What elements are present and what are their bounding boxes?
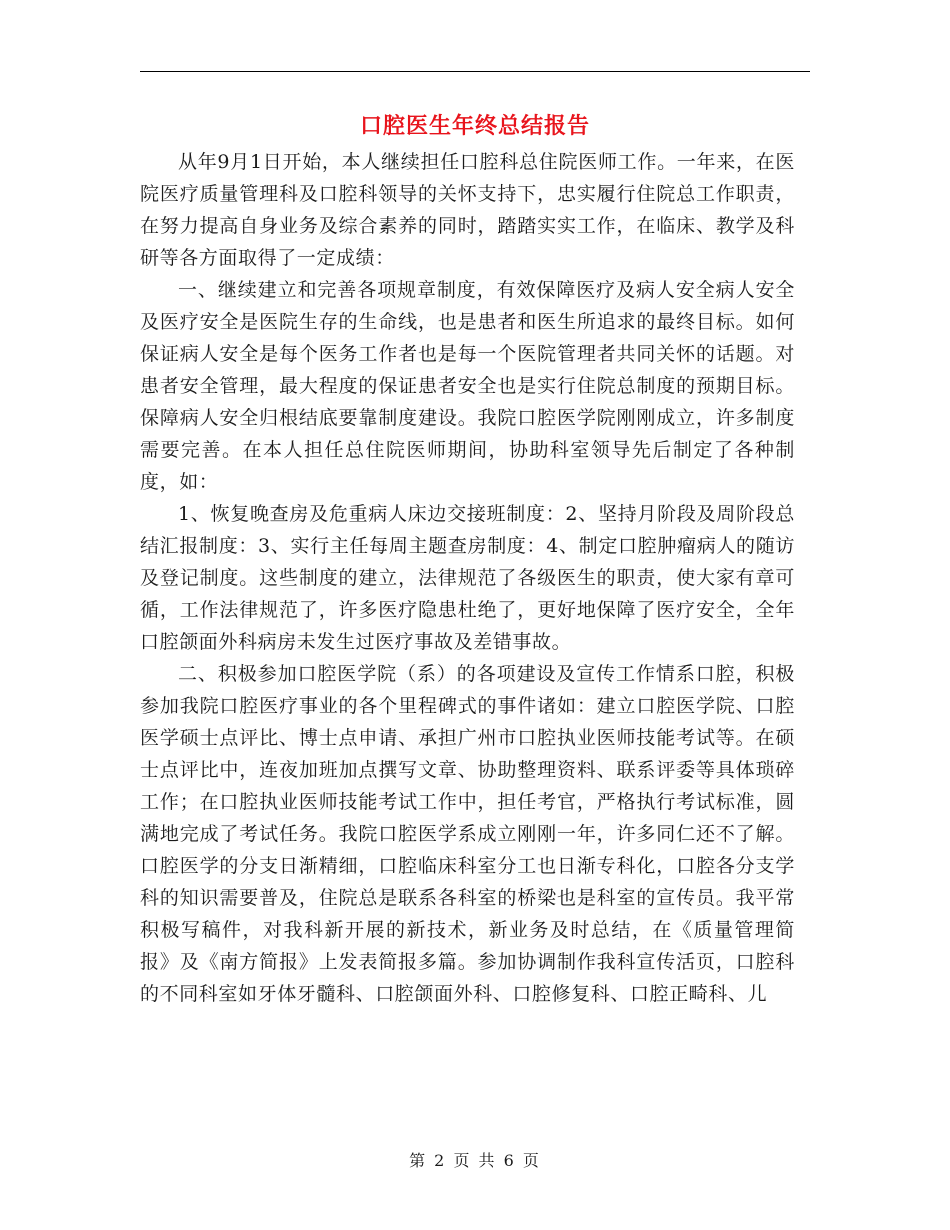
paragraph-section-2: 二、积极参加口腔医学院（系）的各项建设及宣传工作情系口腔，积极参加我院口腔医疗事业的各个里程碑式的事件诸如：建立口腔医学院、口腔医学硕士点评比、博士点申请、承担广州市口腔执业医师技能考试等。在硕士点评比中，连夜加班加点撰写文章、协助整理资料、联系评委等具体琐碎工作；在口腔执业医师技能考试工作中，担任考官，严格执行考试标准，圆满地完成了考试任务。我院口腔医学系成立刚刚一年，许多同仁还不了解。口腔医学的分支日渐精细，口腔临床科室分工也日渐专科化，口腔各分支学科的知识需要普及，住院总是联系各科室的桥梁也是科室的宣传员。我平常积极写稿件，对我科新开展的新技术，新业务及时总结，在《质量管理简报》及《南方简报》上发表简报多篇。参加协调制作我科宣传活页，口腔科的不同科室如牙体牙髓科、口腔颌面外科、口腔修复科、口腔正畸科、儿 (140, 663, 795, 1005)
header-rule (140, 71, 810, 72)
document-body (140, 146, 795, 1010)
paragraph-intro: 从年9月1日开始，本人继续担任口腔科总住院医师工作。一年来，在医院医疗质量管理科及口腔科领导的关怀支持下，忠实履行住院总工作职责，在努力提高自身业务及综合素养的同时，踏踏实实工作，在临床、教学及科研等各方面取得了一定成绩： (140, 151, 795, 269)
page-number: 第 2 页 共 6 页 (409, 1151, 541, 1170)
paragraph-section-1: 一、继续建立和完善各项规章制度，有效保障医疗及病人安全病人安全及医疗安全是医院生存的生命线，也是患者和医生所追求的最终目标。如何保证病人安全是每个医务工作者也是每一个医院管理者共同关怀的话题。对患者安全管理，最大程度的保证患者安全也是实行住院总制度的预期目标。保障病人安全归根结底要靠制度建设。我院口腔医学院刚刚成立，许多制度需要完善。在本人担任总住院医师期间，协助科室领导先后制定了各种制度，如： (140, 279, 795, 493)
paragraph-section-1-list: 1、恢复晚查房及危重病人床边交接班制度：2、坚持月阶段及周阶段总结汇报制度：3、实行主任每周主题查房制度：4、制定口腔肿瘤病人的随访及登记制度。这些制度的建立，法律规范了各级医生的职责，使大家有章可循，工作法律规范了，许多医疗隐患杜绝了，更好地保障了医疗安全，全年口腔颌面外科病房未发生过医疗事故及差错事故。 (140, 503, 795, 653)
document-title: 口腔医生年终总结报告 (359, 113, 590, 139)
